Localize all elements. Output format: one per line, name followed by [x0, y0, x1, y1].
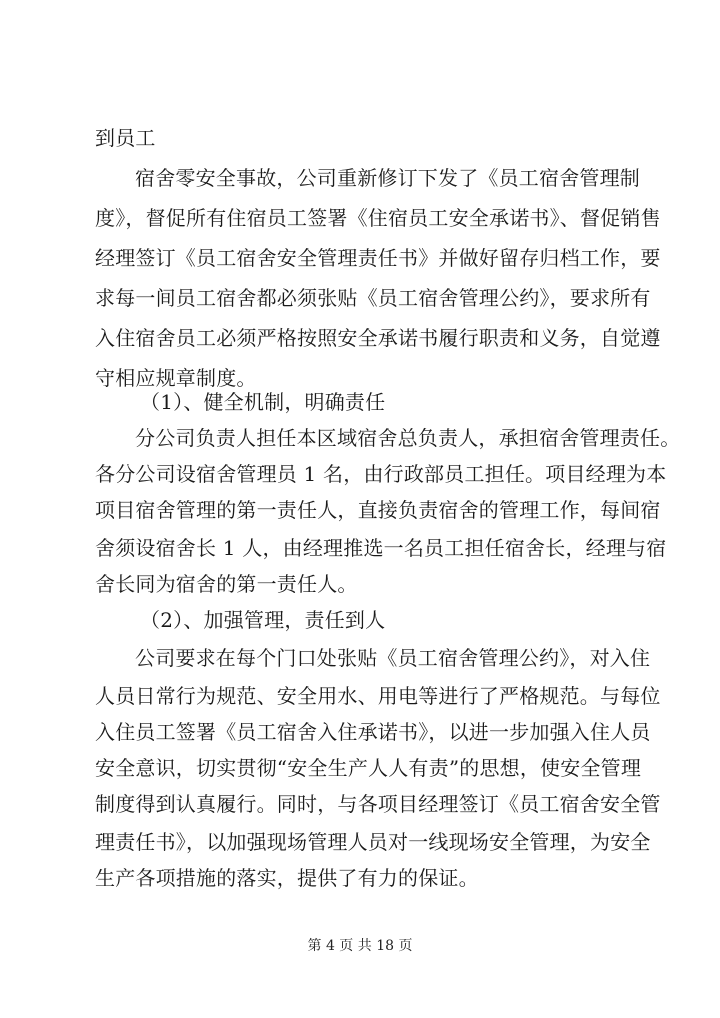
- paragraph-line: 舍须设宿舍长 1 人，由经理推选一名员工担任宿舍长，经理与宿: [95, 536, 667, 560]
- paragraph-line: 宿舍零安全事故，公司重新修订下发了《员工宿舍管理制: [135, 166, 640, 190]
- section-heading: （2）、加强管理，责任到人: [140, 608, 386, 632]
- paragraph-line: 求每一间员工宿舍都必须张贴《员工宿舍管理公约》，要求所有: [95, 286, 651, 310]
- paragraph-line: 分公司负责人担任本区域宿舍总负责人，承担宿舍管理责任。: [135, 426, 681, 450]
- section-heading: （1）、健全机制，明确责任: [140, 390, 386, 414]
- paragraph-line: 生产各项措施的落实，提供了有力的保证。: [95, 866, 479, 890]
- paragraph-line: 入住宿舍员工必须严格按照安全承诺书履行职责和义务，自觉遵: [95, 326, 661, 350]
- paragraph-line: 安全意识，切实贯彻“安全生产人人有责”的思想，使安全管理: [95, 756, 642, 780]
- paragraph-line: 制度得到认真履行。同时，与各项目经理签订《员工宿舍安全管: [95, 792, 661, 816]
- paragraph-line: 守相应规章制度。: [95, 366, 257, 390]
- paragraph-line: 入住员工签署《员工宿舍入住承诺书》，以进一步加强入住人员: [95, 720, 651, 744]
- paragraph-line: 公司要求在每个门口处张贴《员工宿舍管理公约》，对入住: [135, 646, 651, 670]
- paragraph-line: 各分公司设宿舍管理员 1 名，由行政部员工担任。项目经理为本: [95, 462, 667, 486]
- paragraph-line: 项目宿舍管理的第一责任人，直接负责宿舍的管理工作，每间宿: [95, 498, 661, 522]
- paragraph-line: 理责任书》，以加强现场管理人员对一线现场安全管理，为安全: [95, 830, 651, 854]
- page-number-footer: 第 4 页 共 18 页: [307, 938, 413, 954]
- paragraph-line: 人员日常行为规范、安全用水、用电等进行了严格规范。与每位: [95, 684, 661, 708]
- paragraph-line: 度》，督促所有住宿员工签署《住宿员工安全承诺书》、督促销售: [95, 206, 661, 230]
- paragraph-line: 到员工: [95, 126, 156, 150]
- paragraph-line: 舍长同为宿舍的第一责任人。: [95, 572, 358, 596]
- paragraph-line: 经理签订《员工宿舍安全管理责任书》并做好留存归档工作，要: [95, 246, 661, 270]
